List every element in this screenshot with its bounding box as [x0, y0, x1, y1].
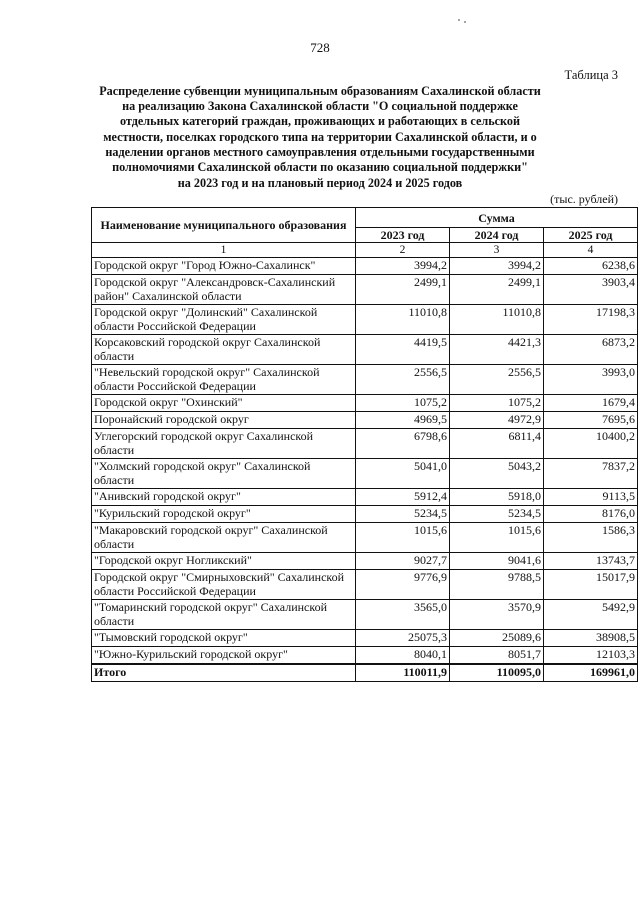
row-name: "Городской округ Ногликский" — [92, 553, 356, 570]
row-value-2023: 1015,6 — [356, 523, 450, 553]
header-2023: 2023 год — [356, 228, 450, 243]
row-value-2025: 1586,3 — [544, 523, 638, 553]
row-value-2025: 5492,9 — [544, 600, 638, 630]
row-value-2025: 17198,3 — [544, 305, 638, 335]
row-value-2024: 4421,3 — [450, 335, 544, 365]
total-2024: 110095,0 — [450, 664, 544, 682]
header-2024: 2024 год — [450, 228, 544, 243]
scan-speck — [458, 19, 460, 21]
row-value-2023: 1075,2 — [356, 395, 450, 412]
table-row — [92, 395, 638, 412]
row-value-2025: 12103,3 — [544, 647, 638, 665]
row-value-2025: 15017,9 — [544, 570, 638, 600]
row-value-2025: 6238,6 — [544, 258, 638, 275]
row-value-2023: 5912,4 — [356, 489, 450, 506]
header-name: Наименование муниципального образования — [92, 208, 356, 243]
table-row — [92, 523, 638, 553]
row-name: "Курильский городской округ" — [92, 506, 356, 523]
row-name: "Тымовский городской округ" — [92, 630, 356, 647]
scan-speck — [464, 21, 466, 23]
row-value-2025: 7837,2 — [544, 459, 638, 489]
row-value-2024: 9041,6 — [450, 553, 544, 570]
page-number: 728 — [310, 40, 330, 55]
row-value-2024: 1075,2 — [450, 395, 544, 412]
table-row — [92, 335, 638, 365]
row-name: Городской округ "Смирныховский" Сахалинской области Российской Федерации — [92, 570, 356, 600]
row-value-2024: 3570,9 — [450, 600, 544, 630]
column-index: 3 — [450, 243, 544, 258]
header-sum: Сумма — [356, 208, 638, 228]
table-row — [92, 365, 638, 395]
units-note: (тыс. рублей) — [550, 192, 618, 206]
subvention-table — [91, 207, 638, 682]
row-name: "Южно-Курильский городской округ" — [92, 647, 356, 665]
table-row — [92, 459, 638, 489]
row-value-2023: 3994,2 — [356, 258, 450, 275]
row-name: Городской округ "Александровск-Сахалинский район" Сахалинской области — [92, 275, 356, 305]
row-name: Городской округ "Город Южно-Сахалинск" — [92, 258, 356, 275]
row-value-2024: 2499,1 — [450, 275, 544, 305]
table-row — [92, 647, 638, 665]
row-value-2025: 13743,7 — [544, 553, 638, 570]
row-value-2023: 2556,5 — [356, 365, 450, 395]
row-name: Корсаковский городской округ Сахалинской области — [92, 335, 356, 365]
document-title: Распределение субвенции муниципальным образованиям Сахалинской области на реализацию Закона Сахалинской области "О социальной поддержке отдельных категорий граждан, проживающих и работающих в сельской местности, поселках городского типа на территории Сахалинской области, и о наделении органов местного самоуправления отдельными государственными полномочиями Сахалинской области по оказанию социальной поддержки" — [99, 84, 541, 175]
table-row — [92, 553, 638, 570]
row-value-2023: 5234,5 — [356, 506, 450, 523]
total-2025: 169961,0 — [544, 664, 638, 682]
total-2023: 110011,9 — [356, 664, 450, 682]
row-value-2024: 8051,7 — [450, 647, 544, 665]
total-label: Итого — [92, 664, 356, 682]
row-value-2023: 3565,0 — [356, 600, 450, 630]
column-index: 1 — [92, 243, 356, 258]
row-name: "Макаровский городской округ" Сахалинской области — [92, 523, 356, 553]
row-name: "Анивский городской округ" — [92, 489, 356, 506]
row-value-2024: 25089,6 — [450, 630, 544, 647]
header-2025: 2025 год — [544, 228, 638, 243]
table-row — [92, 506, 638, 523]
row-value-2025: 7695,6 — [544, 412, 638, 429]
document-subtitle: на 2023 год и на плановый период 2024 и 2025 годов — [177, 176, 463, 190]
row-name: "Холмский городской округ" Сахалинской области — [92, 459, 356, 489]
row-name: "Томаринский городской округ" Сахалинской области — [92, 600, 356, 630]
table-row — [92, 600, 638, 630]
row-value-2023: 25075,3 — [356, 630, 450, 647]
row-value-2023: 4419,5 — [356, 335, 450, 365]
table-label: Таблица 3 — [564, 68, 618, 82]
row-value-2025: 1679,4 — [544, 395, 638, 412]
column-index: 4 — [544, 243, 638, 258]
row-value-2024: 11010,8 — [450, 305, 544, 335]
row-value-2023: 9776,9 — [356, 570, 450, 600]
row-value-2023: 4969,5 — [356, 412, 450, 429]
column-index: 2 — [356, 243, 450, 258]
row-value-2023: 9027,7 — [356, 553, 450, 570]
row-value-2025: 8176,0 — [544, 506, 638, 523]
table-row — [92, 258, 638, 275]
row-name: Городской округ "Охинский" — [92, 395, 356, 412]
row-value-2023: 11010,8 — [356, 305, 450, 335]
row-value-2023: 5041,0 — [356, 459, 450, 489]
row-value-2025: 9113,5 — [544, 489, 638, 506]
row-name: Поронайский городской округ — [92, 412, 356, 429]
row-value-2025: 10400,2 — [544, 429, 638, 459]
row-value-2024: 1015,6 — [450, 523, 544, 553]
row-value-2024: 5918,0 — [450, 489, 544, 506]
row-value-2024: 5234,5 — [450, 506, 544, 523]
row-value-2025: 3993,0 — [544, 365, 638, 395]
table-row — [92, 489, 638, 506]
row-value-2023: 6798,6 — [356, 429, 450, 459]
row-value-2025: 3903,4 — [544, 275, 638, 305]
row-value-2023: 2499,1 — [356, 275, 450, 305]
table-row — [92, 305, 638, 335]
row-value-2024: 4972,9 — [450, 412, 544, 429]
row-value-2025: 6873,2 — [544, 335, 638, 365]
row-value-2023: 8040,1 — [356, 647, 450, 665]
row-value-2024: 6811,4 — [450, 429, 544, 459]
row-name: Углегорский городской округ Сахалинской области — [92, 429, 356, 459]
table-row — [92, 630, 638, 647]
row-value-2024: 5043,2 — [450, 459, 544, 489]
row-value-2024: 2556,5 — [450, 365, 544, 395]
row-name: Городской округ "Долинский" Сахалинской области Российской Федерации — [92, 305, 356, 335]
table-row — [92, 412, 638, 429]
row-value-2024: 3994,2 — [450, 258, 544, 275]
total-row — [92, 664, 638, 682]
table-row — [92, 429, 638, 459]
row-value-2024: 9788,5 — [450, 570, 544, 600]
row-value-2025: 38908,5 — [544, 630, 638, 647]
table-row — [92, 570, 638, 600]
row-name: "Невельский городской округ" Сахалинской области Российской Федерации — [92, 365, 356, 395]
table-row — [92, 275, 638, 305]
